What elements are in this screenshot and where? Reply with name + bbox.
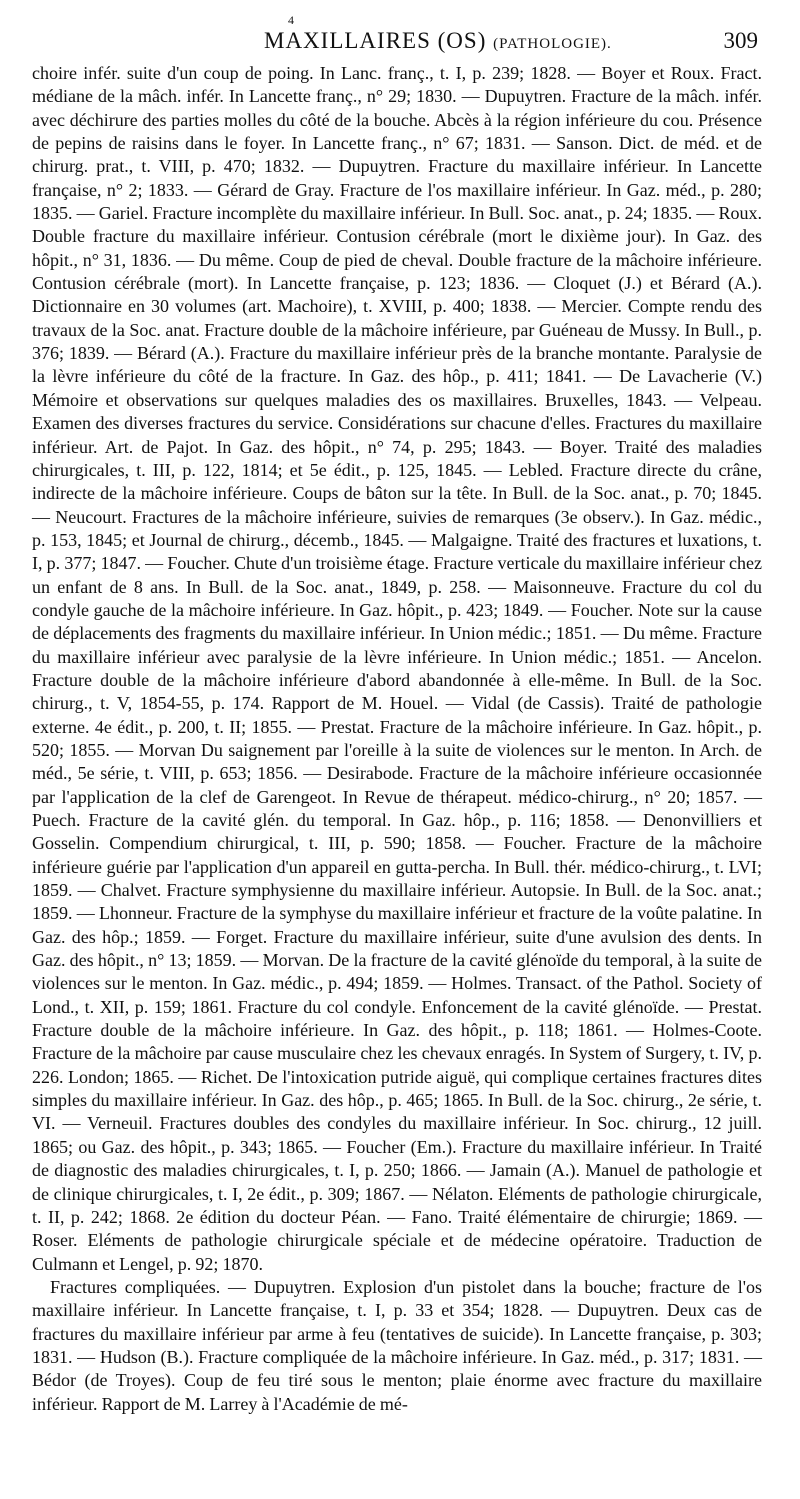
page-number: 309 — [723, 28, 758, 53]
running-title — [264, 27, 612, 58]
body-text — [32, 62, 762, 1416]
bibliography-paragraph-2: Fractures compliquées. — Dupuytren. Explosion d'un pistolet dans la bouche; fracture de l'os maxillaire inférieur. In Lancette française, t. I, p. 33 et 354; 1828. — Dupuytren. Deux cas de fractures du maxillaire inférieur par arme à feu (tentatives de suicide). In Lancette française, p. 303; 1831. — Hudson (B.). Fracture compliquée de la mâchoire inférieure. In Gaz. méd., p. 317; 1831. — Bédor (de Troyes). Coup de feu tiré sous le menton; plaie énorme avec fracture du maxillaire inférieur. Rapport de M. Larrey à l'Académie de mé- — [32, 1276, 762, 1414]
header-mark: 4 — [288, 13, 294, 27]
bibliography-paragraph-1: choire infér. suite d'un coup de poing. In Lanc. franç., t. I, p. 239; 1828. — Boyer et Roux. Fract. médiane de la mâch. infér. In Lancette franç., n° 29; 1830. — Dupuytren. Fracture de la mâch. infér. avec déchirure des parties molles du côté de la bouche. Abcès à la région inférieure du cou. Présence de pepins de raisins dans le foyer. In Lancette franç., n° 67; 1831. — Sanson. Dict. de méd. et de chirurg. prat., t. VIII, p. 470; 1832. — Dupuytren. Fracture du maxillaire inférieur. In Lancette française, n° 2; 1833. — Gérard de Gray. Fracture de l'os maxillaire inférieur. In Gaz. méd., p. 280; 1835. — Gariel. Fracture incomplète du maxillaire inférieur. In Bull. Soc. anat., p. 24; 1835. — Roux. Double fracture du maxillaire inférieur. Contusion cérébrale (mort le dixième jour). In Gaz. des hôpit., n° 31, 1836. — Du même. Coup de pied de cheval. Double fracture de la mâchoire inférieure. Contusion cérébrale (mort). In Lancette française, p. 123; 1836. — Cloquet (J.) et Bérard (A.). Dictionnaire en 30 volumes (art. Machoire), t. XVIII, p. 400; 1838. — Mercier. Compte rendu des travaux de la Soc. anat. Fracture double de la mâchoire inférieure, par Guéneau de Mussy. In Bull., p. 376; 1839. — Bérard (A.). Fracture du maxillaire inférieur près de la branche montante. Paralysie de la lèvre inférieure du côté de la fracture. In Gaz. des hôp., p. 411; 1841. — De Lavacherie (V.) Mémoire et observations sur quelques maladies des os maxillaires. Bruxelles, 1843. — Velpeau. Examen des diverses fractures du service. Considérations sur chacune d'elles. Fractures du maxillaire inférieur. Art. de Pajot. In Gaz. des hôpit., n° 74, p. 295; 1843. — Boyer. Traité des maladies chirurgicales, t. III, p. 122, 1814; et 5e édit., p. 125, 1845. — Lebled. Fracture directe du crâne, indirecte de la mâchoire inférieure. Coups de bâton sur la tête. In Bull. de la Soc. anat., p. 70; 1845. — Neucourt. Fractures de la mâchoire inférieure, suivies de remarques (3e observ.). In Gaz. médic., p. 153, 1845; et Journal de chirurg., décemb., 1845. — Malgaigne. Traité des fractures et luxations, t. I, p. 377; 1847. — Foucher. Chute d'un troisième étage. Fracture verticale du maxillaire inférieur chez un enfant de 8 ans. In Bull. de la Soc. anat., 1849, p. 258. — Maisonneuve. Fracture du col du condyle gauche de la mâchoire inférieure. In Gaz. hôpit., p. 423; 1849. — Foucher. Note sur la cause de déplacements des fragments du maxillaire inférieur. In Union médic.; 1851. — Du même. Fracture du maxillaire inférieur avec paralysie de la lèvre inférieure. In Union médic.; 1851. — Ancelon. Fracture double de la mâchoire inférieure d'abord abandonnée à elle-même. In Bull. de la Soc. chirurg., t. V, 1854-55, p. 174. Rapport de M. Houel. — Vidal (de Cassis). Traité de pathologie externe. 4e édit., p. 200, t. II; 1855. — Prestat. Fracture de la mâchoire inférieure. In Gaz. hôpit., p. 520; 1855. — Morvan Du saignement par l'oreille à la suite de violences sur le menton. In Arch. de méd., 5e série, t. VIII, p. 653; 1856. — Desirabode. Fracture de la mâchoire inférieure occasionnée par l'application de la clef de Garengeot. In Revue de thérapeut. médico-chirurg., n° 20; 1857. — Puech. Fracture de la cavité glén. du temporal. In Gaz. hôp., p. 116; 1858. — Denonvilliers et Gosselin. Compendium chirurgical, t. III, p. 590; 1858. — Foucher. Fracture de la mâchoire inférieure guérie par l'application d'un appareil en gutta-percha. In Bull. thér. médico-chirurg., t. LVI; 1859. — Chalvet. Fracture symphysienne du maxillaire inférieur. Autopsie. In Bull. de la Soc. anat.; 1859. — Lhonneur. Fracture de la symphyse du maxillaire inférieur et fracture de la voûte palatine. In Gaz. des hôp.; 1859. — Forget. Fracture du maxillaire inférieur, suite d'une avulsion des dents. In Gaz. des hôpit., n° 13; 1859. — Morvan. De la fracture de la cavité glénoïde du temporal, à la suite de violences sur le menton. In Gaz. médic., p. 494; 1859. — Holmes. Transact. of the Pathol. Society of Lond., t. XII, p. 159; 1861. Fracture du col condyle. Enfoncement de la cavité glénoïde. — Prestat. Fracture double de la mâchoire inférieure. In Gaz. des hôpit., p. 118; 1861. — Holmes-Coote. Fracture de la mâchoire par cause musculaire chez les chevaux enragés. In System of Surgery, t. IV, p. 226. London; 1865. — Richet. De l'intoxication putride aiguë, qui complique certaines fractures dites simples du maxillaire inférieur. In Gaz. des hôp., p. 465; 1865. In Bull. de la Soc. chirurg., 2e série, t. VI. — Verneuil. Fractures doubles des condyles du maxillaire inférieur. In Soc. chirurg., 12 juill. 1865; ou Gaz. des hôpit., p. 343; 1865. — Foucher (Em.). Fracture du maxillaire inférieur. In Traité de diagnostic des maladies chirurgicales, t. I, p. 250; 1866. — Jamain (A.). Manuel de pathologie et de clinique chirurgicales, t. I, 2e édit., p. 309; 1867. — Nélaton. Eléments de pathologie chirurgicale, t. II, p. 242; 1868. 2e édition du docteur Péan. — Fano. Traité élémentaire de chirurgie; 1869. — Roser. Eléments de pathologie chirurgicale spéciale et de médecine opératoire. Traduction de Culmann et Lengel, p. 92; 1870. — [32, 63, 762, 1274]
running-title-subtitle: (PATHOLOGIE). — [493, 36, 612, 52]
running-title-main: MAXILLAIRES (OS) — [264, 28, 487, 53]
page-header — [32, 0, 762, 52]
